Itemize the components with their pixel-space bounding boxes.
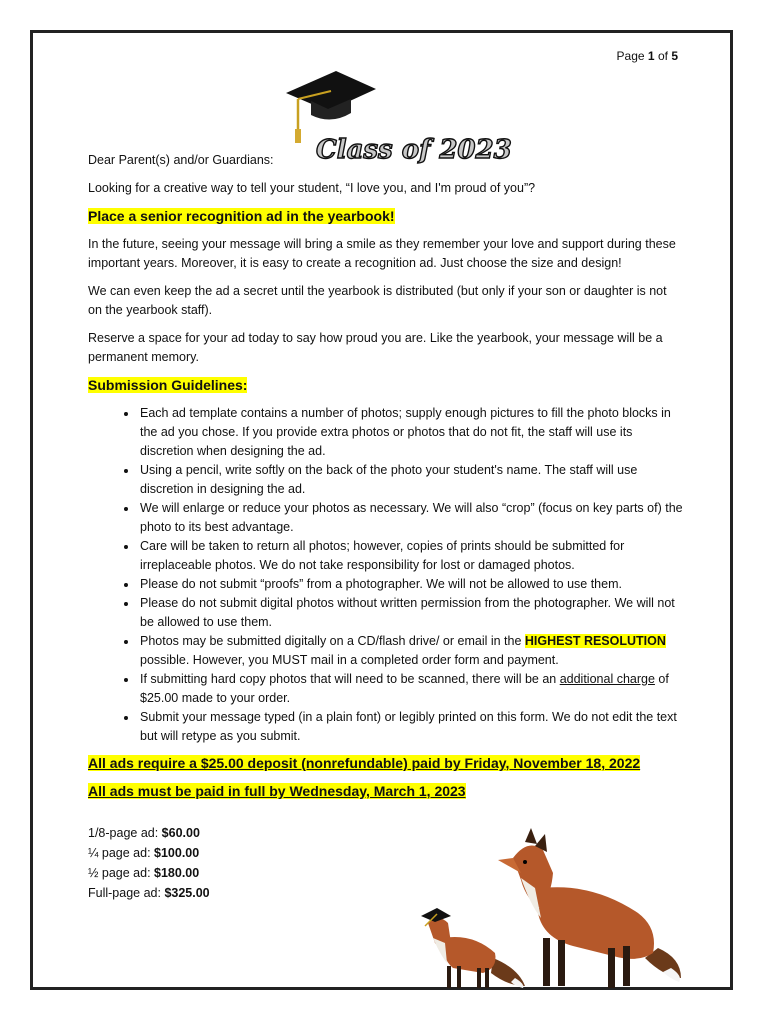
paragraph-future: In the future, seeing your message will bring a smile as they remember your love and support during these important years. Moreover, it is easy to create a recognition ad. Just choose the size and design! [88, 237, 676, 270]
full-payment-deadline: All ads must be paid in full by Wednesday, March 1, 2023 [88, 783, 466, 799]
price-value: $100.00 [154, 846, 200, 860]
class-of-2023-logo [276, 63, 512, 165]
price-value: $180.00 [154, 866, 200, 880]
heading-recognition-ad: Place a senior recognition ad in the yearbook! [88, 208, 395, 224]
list-item: • Please do not submit digital photos without written permission from the photographer. We will not be allowed to use them. [138, 594, 683, 632]
fox-illustration [413, 828, 693, 998]
document-page [30, 30, 733, 990]
list-item [138, 670, 683, 708]
guide8-after: of $25.00 made to your order. [140, 672, 669, 705]
small-fox-icon [421, 908, 525, 988]
highest-resolution-highlight: HIGHEST RESOLUTION [524, 634, 666, 648]
price-label: ¼ page ad: [88, 846, 155, 860]
tassel-icon [295, 129, 301, 143]
logo-text: Class of 2023 [316, 135, 512, 165]
page-total: 5 [671, 49, 678, 63]
guidelines-list [88, 404, 683, 746]
list-item: • Submit your message typed (in a plain font) or legibly printed on this form. We do not edit the text but will retype as you submit. [138, 708, 683, 746]
price-label: ½ page ad: [88, 866, 155, 880]
adult-fox-icon [498, 828, 681, 988]
intro-question: Looking for a creative way to tell your student, “I love you, and I'm proud of you”? [88, 181, 536, 195]
salutation: Dear Parent(s) and/or Guardians: [88, 153, 274, 167]
page-label: Page [616, 49, 645, 63]
list-item: • Each ad template contains a number of photos; supply enough pictures to fill the photo blocks in the ad you chose. If you provide extra photos or photos that do not fit, the staff will use its discretion when designing the ad. [138, 404, 683, 461]
list-item [138, 632, 683, 670]
additional-charge-text: additional charge [559, 672, 655, 686]
guide8-before: If submitting hard copy photos that will need to be scanned, there will be an [140, 672, 560, 686]
price-value: $60.00 [161, 826, 200, 840]
list-item: • We will enlarge or reduce your photos as necessary. We will also “crop” (focus on key parts of) the photo to its best advantage. [138, 499, 683, 537]
page-number [617, 49, 678, 63]
price-label: 1/8-page ad: [88, 826, 162, 840]
guide7-before: Photos may be submitted digitally on a CD/flash drive/ or email in the [140, 634, 525, 648]
page-current: 1 [647, 49, 655, 63]
paragraph-reserve: Reserve a space for your ad today to say how proud you are. Like the yearbook, your message will be a permanent memory. [88, 331, 663, 364]
price-label: Full-page ad: [88, 886, 165, 900]
list-item: • Using a pencil, write softly on the back of the photo your student's name. The staff will use discretion in designing the ad. [138, 461, 683, 499]
heading-guidelines: Submission Guidelines: [88, 377, 248, 393]
letter-body [88, 151, 683, 903]
deposit-deadline: All ads require a $25.00 deposit (nonrefundable) paid by Friday, November 18, 2022 [88, 755, 641, 771]
list-item: • Care will be taken to return all photos; however, copies of prints should be submitted for irreplaceable photos. We do not take responsibility for lost or damaged photos. [138, 537, 683, 575]
page-of-label: of [657, 49, 668, 63]
paragraph-secret: We can even keep the ad a secret until the yearbook is distributed (but only if your son or daughter is not on the yearbook staff). [88, 284, 667, 317]
price-value: $325.00 [164, 886, 210, 900]
guide7-after: possible. However, you MUST mail in a completed order form and payment. [140, 653, 559, 667]
list-item: • Please do not submit “proofs” from a photographer. We will not be allowed to use them. [138, 575, 683, 594]
